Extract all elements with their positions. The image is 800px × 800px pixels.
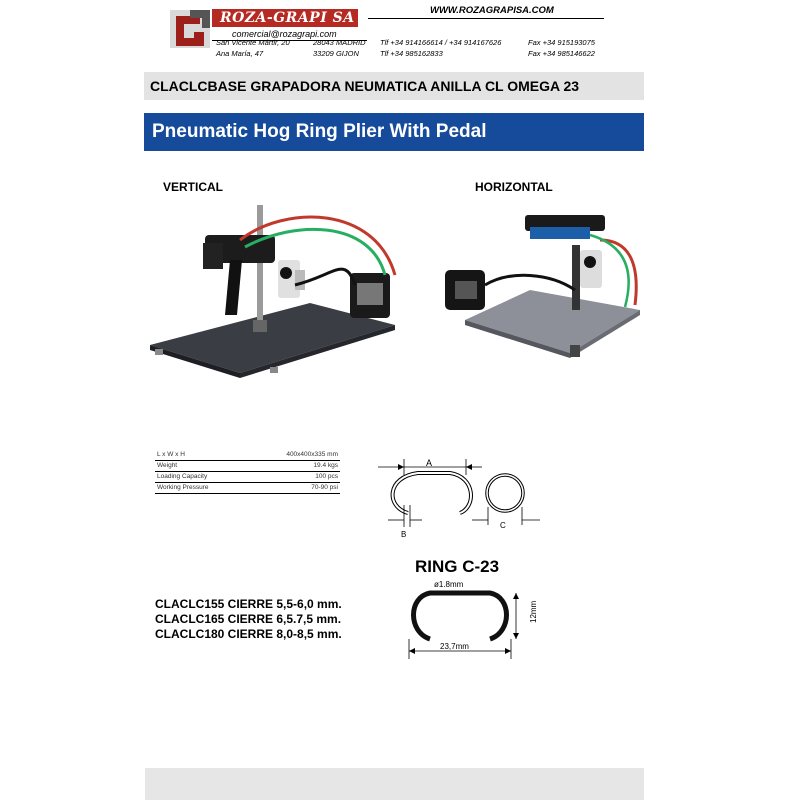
phone-gijon: Tlf +34 985162833 [380,49,443,58]
spec-row [155,482,340,493]
address-street-madrid: San Vicente Mártir, 20 [216,38,290,47]
clip-list [155,597,342,642]
ring-dimension-diagram [368,455,546,540]
ring-height-label: 12mm [529,600,538,623]
ring-c23-diagram [400,577,540,659]
spec-value: 19.4 kgs [247,460,340,471]
clip-item: CLACLC155 CIERRE 5,5-6,0 mm. [155,597,342,611]
company-website[interactable]: WWW.ROZAGRAPISA.COM [430,5,554,16]
spec-row [155,460,340,471]
vertical-label: VERTICAL [163,180,223,194]
vertical-machine-image [145,195,405,380]
spec-value: 400x400x335 mm [247,449,340,460]
address-city-gijon: 33209 GIJON [313,49,359,58]
wire-diameter-label: ø1.8mm [434,580,464,589]
ring-width-label: 23,7mm [440,642,469,651]
ring-title: RING C-23 [415,557,500,576]
company-email[interactable]: comercial@rozagrapi.com [232,29,337,39]
spec-value: 70-90 psi [247,482,340,493]
spec-label: L x W x H [155,449,247,460]
address-street-gijon: Ana María, 47 [216,49,264,58]
spec-label: Working Pressure [155,482,247,493]
spec-value: 100 pcs [247,471,340,482]
horizontal-machine-image [440,195,640,370]
brand-name: ROZA-GRAPI SA [212,9,358,27]
clip-item: CLACLC165 CIERRE 6,5.7,5 mm. [155,612,342,626]
spec-row [155,449,340,460]
spec-label: Weight [155,460,247,471]
divider [368,18,604,19]
dimension-c-label: C [500,521,506,530]
footer-bar [145,768,644,800]
product-title: Pneumatic Hog Ring Plier With Pedal [144,113,644,151]
product-code-title: CLACLCBASE GRAPADORA NEUMATICA ANILLA CL OMEGA 23 [144,72,644,100]
horizontal-label: HORIZONTAL [475,180,553,194]
dimension-b-label: B [401,530,407,539]
spec-table [155,449,340,494]
fax-gijon: Fax +34 985146622 [528,49,595,58]
dimension-a-label: A [426,458,433,468]
spec-label: Loading Capacity [155,471,247,482]
phone-madrid: Tlf +34 914166614 / +34 914167626 [380,38,502,47]
spec-row [155,471,340,482]
clip-item: CLACLC180 CIERRE 8,0-8,5 mm. [155,627,342,641]
address-city-madrid: 28043 MADRID [313,38,366,47]
fax-madrid: Fax +34 915193075 [528,38,595,47]
